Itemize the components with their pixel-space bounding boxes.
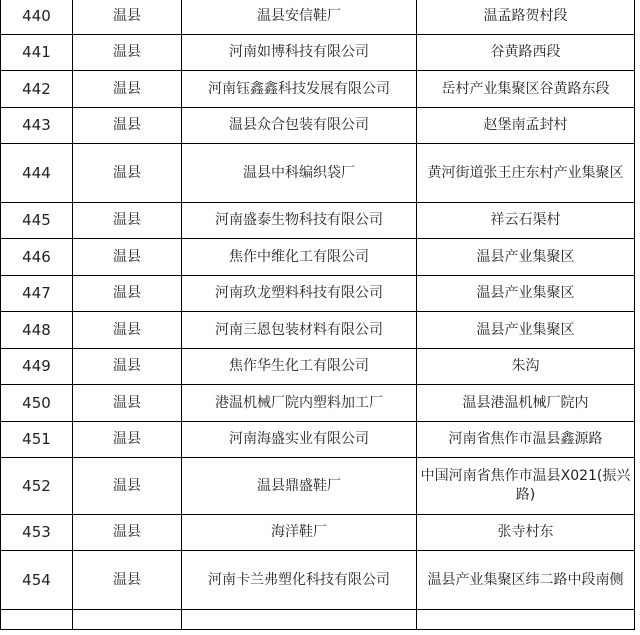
company-cell: 河南海盛实业有限公司 (182, 422, 417, 458)
county-cell: 温县 (73, 144, 182, 203)
county-cell: 温县 (73, 349, 182, 385)
row-number: 444 (1, 144, 73, 203)
county-cell: 温县 (73, 515, 182, 551)
county-cell: 温县 (73, 203, 182, 239)
address-cell: 朱沟 (417, 349, 635, 385)
row-number: 447 (1, 276, 73, 312)
county-cell: 温县 (73, 551, 182, 610)
empty-cell (1, 610, 73, 630)
row-number: 454 (1, 551, 73, 610)
address-cell: 河南省焦作市温县鑫源路 (417, 422, 635, 458)
address-cell: 黄河街道张王庄东村产业集聚区 (417, 144, 635, 203)
company-cell: 海洋鞋厂 (182, 515, 417, 551)
row-number: 450 (1, 385, 73, 422)
company-cell: 焦作华生化工有限公司 (182, 349, 417, 385)
table-row (1, 35, 635, 71)
row-number: 453 (1, 515, 73, 551)
table-row-partial (1, 610, 635, 630)
company-cell: 焦作中维化工有限公司 (182, 239, 417, 276)
row-number: 440 (1, 0, 73, 35)
address-cell: 温县产业集聚区 (417, 312, 635, 349)
empty-cell (417, 610, 635, 630)
table-row (1, 108, 635, 144)
row-number: 442 (1, 71, 73, 108)
table-row (1, 203, 635, 239)
table-row (1, 349, 635, 385)
company-cell: 河南三恩包装材料有限公司 (182, 312, 417, 349)
county-cell: 温县 (73, 239, 182, 276)
address-cell: 温县产业集聚区纬二路中段南侧 (417, 551, 635, 610)
company-cell: 港温机械厂院内塑料加工厂 (182, 385, 417, 422)
empty-cell (73, 610, 182, 630)
address-cell: 温县港温机械厂院内 (417, 385, 635, 422)
row-number: 443 (1, 108, 73, 144)
address-cell: 张寺村东 (417, 515, 635, 551)
table-row (1, 551, 635, 610)
county-cell: 温县 (73, 276, 182, 312)
address-cell: 赵堡南孟封村 (417, 108, 635, 144)
address-cell: 中国河南省焦作市温县X021(振兴路) (417, 458, 635, 515)
company-cell: 河南如博科技有限公司 (182, 35, 417, 71)
county-cell: 温县 (73, 422, 182, 458)
table-row (1, 515, 635, 551)
table-row (1, 422, 635, 458)
county-cell: 温县 (73, 458, 182, 515)
address-cell: 温孟路贺村段 (417, 0, 635, 35)
row-number: 441 (1, 35, 73, 71)
company-cell: 温县众合包装有限公司 (182, 108, 417, 144)
row-number: 445 (1, 203, 73, 239)
company-cell: 温县中科编织袋厂 (182, 144, 417, 203)
company-cell: 河南卡兰弗塑化科技有限公司 (182, 551, 417, 610)
table-row (1, 276, 635, 312)
table-row (1, 312, 635, 349)
table-row (1, 239, 635, 276)
county-cell: 温县 (73, 71, 182, 108)
address-cell: 谷黄路西段 (417, 35, 635, 71)
address-cell: 温县产业集聚区 (417, 239, 635, 276)
county-cell: 温县 (73, 0, 182, 35)
empty-cell (182, 610, 417, 630)
county-cell: 温县 (73, 35, 182, 71)
table-row (1, 0, 635, 35)
address-cell: 岳村产业集聚区谷黄路东段 (417, 71, 635, 108)
company-cell: 河南玖龙塑料科技有限公司 (182, 276, 417, 312)
row-number: 449 (1, 349, 73, 385)
company-cell: 河南盛泰生物科技有限公司 (182, 203, 417, 239)
table-row (1, 385, 635, 422)
row-number: 446 (1, 239, 73, 276)
county-cell: 温县 (73, 312, 182, 349)
company-cell: 河南钰鑫鑫科技发展有限公司 (182, 71, 417, 108)
address-cell: 温县产业集聚区 (417, 276, 635, 312)
row-number: 448 (1, 312, 73, 349)
table-row (1, 71, 635, 108)
company-cell: 温县安信鞋厂 (182, 0, 417, 35)
table-row (1, 144, 635, 203)
table-row (1, 458, 635, 515)
row-number: 452 (1, 458, 73, 515)
county-cell: 温县 (73, 385, 182, 422)
county-cell: 温县 (73, 108, 182, 144)
company-cell: 温县鼎盛鞋厂 (182, 458, 417, 515)
address-cell: 祥云石渠村 (417, 203, 635, 239)
row-number: 451 (1, 422, 73, 458)
